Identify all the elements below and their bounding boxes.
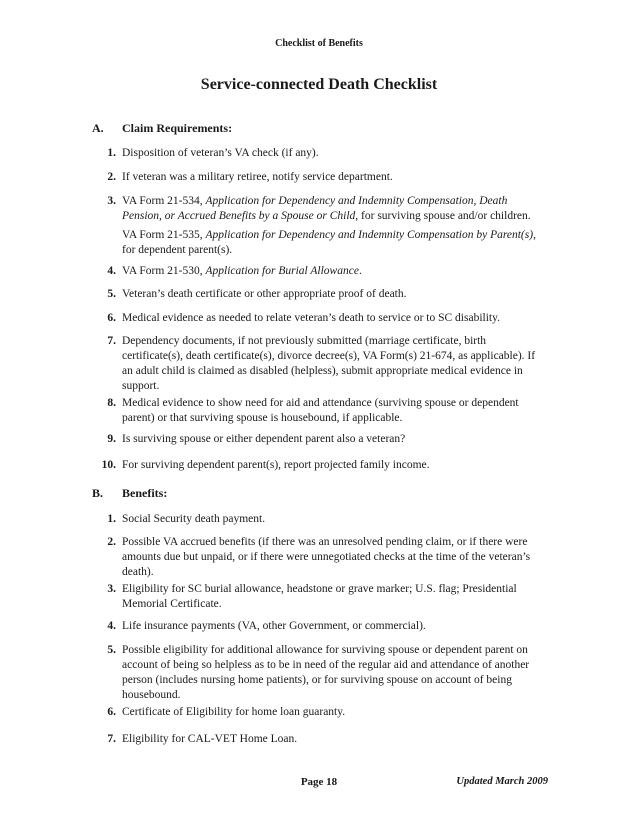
section-title: Claim Requirements: — [122, 121, 233, 135]
list-item — [92, 194, 537, 224]
list-item — [92, 643, 537, 703]
item-text: Veteran’s death certificate or other appropriate proof of death. — [122, 288, 407, 300]
list-item — [92, 287, 537, 302]
list-item — [92, 170, 537, 185]
updated-date: Updated March 2009 — [456, 776, 548, 787]
item-number: 1. — [107, 513, 116, 525]
item-number: 2. — [107, 536, 116, 548]
section-letter: A. — [92, 121, 104, 135]
page-title: Service-connected Death Checklist — [200, 76, 438, 93]
list-item — [92, 732, 537, 747]
item-number: 5. — [107, 288, 116, 300]
list-item — [92, 705, 537, 720]
list-item — [92, 311, 537, 326]
item-text: Possible VA accrued benefits (if there was an unresolved pending claim, or if there were amounts due but unpaid, or if there were unnegotiated checks at the time of the veteran’s death). — [122, 536, 531, 578]
running-header: Checklist of Benefits — [275, 38, 363, 49]
item-number: 1. — [107, 147, 116, 159]
list-item — [92, 619, 537, 634]
list-item — [92, 512, 537, 527]
list-item — [92, 334, 537, 394]
item-text: Eligibility for SC burial allowance, headstone or grave marker; U.S. flag; Presidential Memorial Certificate. — [122, 583, 517, 610]
section-a-heading — [92, 121, 232, 136]
item-number: 4. — [107, 620, 116, 632]
item-number: 4. — [107, 265, 116, 277]
item-number: 5. — [107, 644, 116, 656]
section-b-heading — [92, 486, 167, 501]
item-text: Possible eligibility for additional allowance for surviving spouse or dependent parent on account of being so helpless as to be in need of the regular aid and attendance of another person (includes nursing home patients), or for surviving spouse on account of being housebound. — [122, 644, 530, 701]
item-text: For surviving dependent parent(s), report projected family income. — [122, 459, 430, 471]
item-number: 6. — [107, 312, 116, 324]
list-item — [92, 535, 537, 580]
item-text: VA Form 21-530, Application for Burial Allowance. — [122, 265, 362, 277]
list-item — [92, 228, 537, 258]
section-letter: B. — [92, 486, 104, 500]
list-item — [92, 458, 537, 473]
item-text: Social Security death payment. — [122, 513, 266, 525]
item-number: 3. — [107, 195, 116, 207]
list-item — [92, 582, 537, 612]
section-title: Benefits: — [122, 486, 168, 500]
item-text: VA Form 21-535, Application for Dependency and Indemnity Compensation by Parent(s), for dependent parent(s). — [122, 229, 536, 256]
item-text: If veteran was a military retiree, notify service department. — [122, 171, 393, 183]
item-number: 2. — [107, 171, 116, 183]
item-text: Is surviving spouse or either dependent parent also a veteran? — [122, 433, 406, 445]
item-number: 8. — [107, 397, 116, 409]
item-text: Eligibility for CAL-VET Home Loan. — [122, 733, 298, 745]
item-number: 9. — [107, 433, 116, 445]
item-number: 7. — [107, 733, 116, 745]
item-text: Dependency documents, if not previously submitted (marriage certificate, birth certificate(s), death certificate(s), divorce decree(s), VA Form(s) 21-674, as applicable). If an adult child is claimed as disabled (helpless), submit appropriate medical evidence in support. — [122, 335, 536, 392]
list-item — [92, 146, 537, 161]
item-number: 6. — [107, 706, 116, 718]
page-number: Page 18 — [300, 776, 338, 788]
item-text: Disposition of veteran’s VA check (if any). — [122, 147, 319, 159]
item-number: 10. — [101, 459, 116, 471]
item-number: 7. — [107, 335, 116, 347]
item-text: VA Form 21-534, Application for Dependency and Indemnity Compensation, Death Pension, or Accrued Benefits by a Spouse or Child, for surviving spouse and/or children. — [122, 195, 531, 222]
item-text: Certificate of Eligibility for home loan guaranty. — [122, 706, 346, 718]
item-text: Medical evidence to show need for aid and attendance (surviving spouse or dependent parent) or that surviving spouse is housebound, if applicable. — [122, 397, 519, 424]
item-text: Medical evidence as needed to relate veteran’s death to service or to SC disability. — [122, 312, 500, 324]
item-number: 3. — [107, 583, 116, 595]
list-item — [92, 264, 537, 279]
list-item — [92, 432, 537, 447]
list-item — [92, 396, 537, 426]
item-text: Life insurance payments (VA, other Government, or commercial). — [122, 620, 426, 632]
